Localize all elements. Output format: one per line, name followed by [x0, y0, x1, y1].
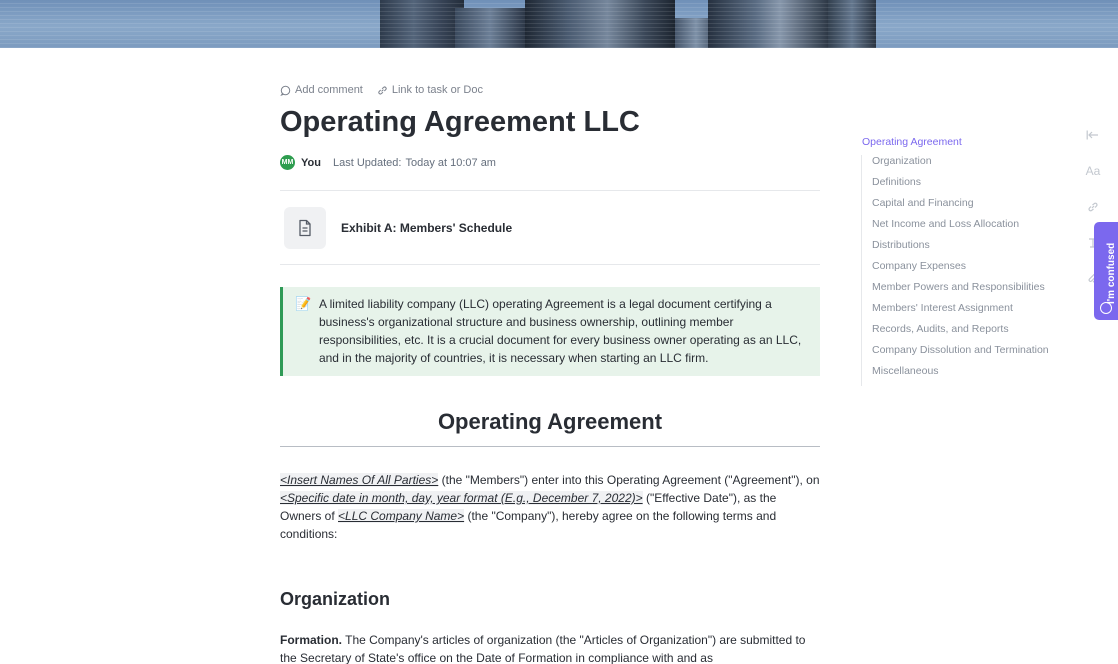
intro-text-2: ("Effective Date"), as the Owners of	[280, 491, 777, 523]
intro-text-3: (the "Company"), hereby agree on the following terms and conditions:	[280, 509, 777, 541]
font-size-icon[interactable]: Aa	[1085, 164, 1101, 178]
document-icon	[284, 207, 326, 249]
callout-text: A limited liability company (LLC) operating Agreement is a legal document certifying a business's organizational structure and business ownership, outlining member responsibilities, etc. It is a crucial document for every business owner operating as an LLC, and in the majority of countries, it is necessary when starting an LLC firm.	[318, 297, 802, 365]
cover-image	[0, 0, 1118, 48]
last-updated-label: Last Updated:	[332, 156, 402, 169]
intro-paragraph	[280, 471, 820, 543]
feedback-tab[interactable]	[1094, 222, 1118, 320]
table-of-contents	[861, 136, 1061, 386]
link-icon[interactable]	[1084, 198, 1102, 216]
avatar[interactable]: MM	[280, 155, 295, 170]
feedback-label: I'm confused	[1106, 242, 1117, 304]
toc-item[interactable]: Company Expenses	[872, 260, 966, 272]
collapse-arrow-icon[interactable]	[1084, 126, 1102, 144]
formation-paragraph	[280, 631, 820, 664]
heading-underline	[280, 446, 820, 447]
comment-icon	[280, 85, 291, 96]
subpage-link[interactable]	[284, 207, 512, 249]
intro-text-1: (the "Members") enter into this Operating Agreement ("Agreement"), on	[438, 473, 820, 487]
heading-operating-agreement: Operating Agreement	[437, 409, 663, 434]
toc-title[interactable]: Operating Agreement	[862, 136, 962, 148]
divider	[280, 264, 820, 265]
toc-item[interactable]: Distributions	[872, 239, 930, 251]
divider	[280, 190, 820, 191]
callout-block	[280, 287, 820, 376]
toc-item[interactable]: Net Income and Loss Allocation	[872, 218, 1020, 230]
placeholder-company-name[interactable]: <LLC Company Name>	[338, 509, 465, 523]
last-updated-value: Today at 10:07 am	[405, 156, 496, 169]
author-name: You	[301, 156, 321, 169]
subpage-label: Exhibit A: Members' Schedule	[341, 221, 513, 235]
toc-item[interactable]: Capital and Financing	[872, 197, 974, 209]
help-icon	[1100, 302, 1112, 314]
doc-meta	[280, 155, 496, 170]
toc-item[interactable]: Definitions	[872, 176, 922, 188]
link-task-label: Link to task or Doc	[391, 84, 483, 96]
toc-item[interactable]: Member Powers and Responsibilities	[872, 281, 1045, 293]
page-title: Operating Agreement LLC	[280, 106, 640, 138]
toc-item[interactable]: Members' Interest Assignment	[872, 302, 1013, 314]
add-comment-button[interactable]	[280, 84, 363, 96]
link-icon	[377, 85, 388, 96]
toc-item[interactable]: Organization	[872, 155, 932, 167]
formation-text: The Company's articles of organization (the "Articles of Organization") are submitted to the Secretary of State's office on the Date of Formation in compliance with and as	[280, 633, 806, 664]
formation-bold: Formation.	[280, 633, 342, 647]
link-task-button[interactable]	[377, 84, 483, 96]
doc-actions	[280, 84, 483, 96]
heading-organization: Organization	[280, 589, 391, 609]
toc-item[interactable]: Records, Audits, and Reports	[872, 323, 1009, 335]
add-comment-label: Add comment	[295, 84, 363, 96]
toc-item[interactable]: Miscellaneous	[872, 365, 939, 377]
memo-icon: 📝	[295, 296, 312, 311]
toc-list	[861, 155, 1061, 386]
placeholder-parties[interactable]: <Insert Names Of All Parties>	[280, 473, 439, 487]
toc-item[interactable]: Company Dissolution and Termination	[872, 344, 1049, 356]
cover-windows	[0, 0, 1118, 48]
placeholder-date[interactable]: <Specific date in month, day, year format (E.g., December 7, 2022)>	[280, 491, 643, 505]
